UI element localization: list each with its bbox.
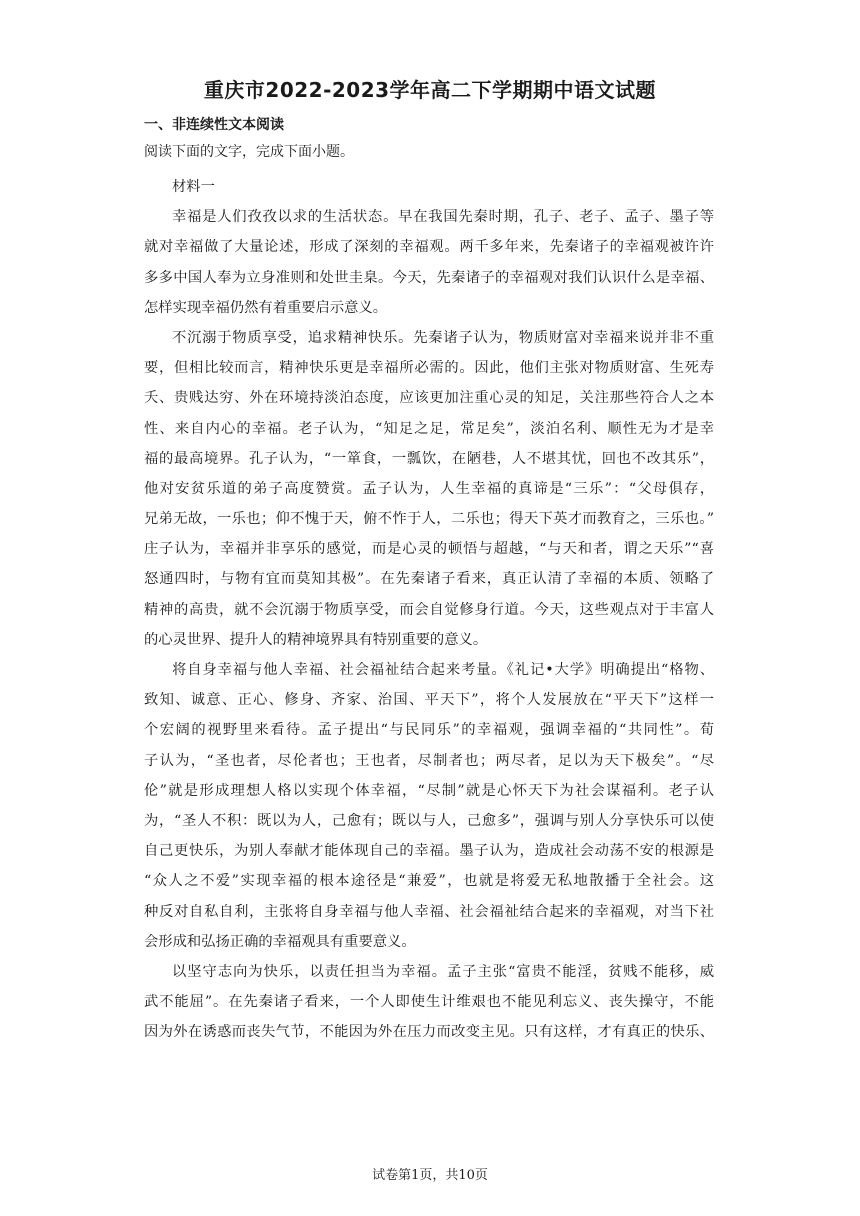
passage-line: “众人之不爱”实现幸福的根本途径是“兼爱”，也就是将爱无私地散播于全社会。这 bbox=[144, 873, 714, 890]
passage-line: 子认为，“圣也者，尽伦者也；王也者，尽制者也；两尽者，足以为天下极矣”。“尽 bbox=[144, 752, 714, 769]
passage-line: 武不能屈”。在先秦诸子看来，一个人即使生计维艰也不能见利忘义、丧失操守，不能 bbox=[144, 994, 714, 1011]
passage-line: 夭、贵贱达穷、外在环境持淡泊态度，应该更加注重心灵的知足，关注那些符合人之本 bbox=[144, 390, 714, 407]
passage-line: 伦”就是形成理想人格以实现个体幸福，“尽制”就是心怀天下为社会谋福利。老子认 bbox=[144, 782, 714, 799]
passage-body bbox=[144, 172, 714, 1047]
passage-line: 怒通四时，与物有宜而莫知其极”。在先秦诸子看来，真正认清了幸福的本质、领略了 bbox=[144, 571, 714, 588]
passage-line: 自己更快乐，为别人奉献才能体现自己的幸福。墨子认为，造成社会动荡不安的根源是 bbox=[144, 843, 714, 860]
passage-line: 因为外在诱惑而丧失气节，不能因为外在压力而改变主见。只有这样，才有真正的快乐、 bbox=[144, 1024, 714, 1041]
passage-line: 他对安贫乐道的弟子高度赞赏。孟子认为，人生幸福的真谛是“三乐”：“父母俱存， bbox=[144, 480, 714, 497]
page-title: 重庆市2022-2023学年高二下学期期中语文试题 bbox=[203, 78, 657, 102]
passage-line: 幸福是人们孜孜以求的生活状态。早在我国先秦时期，孔子、老子、孟子、墨子等 bbox=[172, 209, 714, 226]
section-heading: 一、非连续性文本阅读 bbox=[144, 117, 284, 133]
passage-line: 要，但相比较而言，精神快乐更是幸福所必需的。因此，他们主张对物质财富、生死寿 bbox=[144, 360, 714, 377]
passage-line: 致知、诚意、正心、修身、齐家、治国、平天下”，将个人发展放在“平天下”这样一 bbox=[144, 692, 714, 709]
passage-line: 庄子认为，幸福并非享乐的感觉，而是心灵的顿悟与超越，“与天和者，谓之天乐”“喜 bbox=[144, 541, 714, 558]
page-footer: 试卷第1页，共10页 bbox=[372, 1168, 488, 1183]
passage-line: 不沉溺于物质享受，追求精神快乐。先秦诸子认为，物质财富对幸福来说并非不重 bbox=[172, 329, 714, 346]
passage-line: 兄弟无故，一乐也；仰不愧于天，俯不怍于人，二乐也；得天下英才而教育之，三乐也。” bbox=[144, 511, 714, 528]
passage-line: 的心灵世界、提升人的精神境界具有特别重要的意义。 bbox=[144, 631, 488, 648]
passage-line: 福的最高境界。孔子认为，“一箪食，一瓢饮，在陋巷，人不堪其忧，回也不改其乐”， bbox=[144, 450, 714, 467]
passage-line: 性、来自内心的幸福。老子认为，“知足之足，常足矣”，淡泊名利、顺性无为才是幸 bbox=[144, 420, 714, 437]
reading-instruction: 阅读下面的文字，完成下面小题。 bbox=[144, 144, 354, 160]
passage-line: 将自身幸福与他人幸福、社会福祉结合起来考量。《礼记•大学》明确提出“格物、 bbox=[172, 662, 714, 678]
passage-line: 多多中国人奉为立身准则和处世圭臬。今天，先秦诸子的幸福观对我们认识什么是幸福、 bbox=[144, 269, 714, 286]
passage-line: 会形成和弘扬正确的幸福观具有重要意义。 bbox=[144, 933, 416, 950]
passage-line: 种反对自私自利，主张将自身幸福与他人幸福、社会福祉结合起来的幸福观，对当下社 bbox=[144, 903, 714, 920]
passage-line: 个宏阔的视野里来看待。孟子提出“与民同乐”的幸福观，强调幸福的“共同性”。荀 bbox=[144, 722, 714, 739]
passage-line: 精神的高贵，就不会沉溺于物质享受，而会自觉修身行道。今天，这些观点对于丰富人 bbox=[144, 601, 714, 618]
passage-line: 怎样实现幸福仍然有着重要启示意义。 bbox=[144, 299, 388, 316]
passage-line: 以坚守志向为快乐，以责任担当为幸福。孟子主张“富贵不能淫，贫贱不能移，威 bbox=[172, 963, 714, 980]
passage-line: 就对幸福做了大量论述，形成了深刻的幸福观。两千多年来，先秦诸子的幸福观被许许 bbox=[144, 239, 714, 256]
passage-line: 为，“圣人不积：既以为人，己愈有；既以与人，己愈多”，强调与别人分享快乐可以使 bbox=[144, 812, 714, 829]
passage-line: 材料一 bbox=[172, 179, 215, 195]
